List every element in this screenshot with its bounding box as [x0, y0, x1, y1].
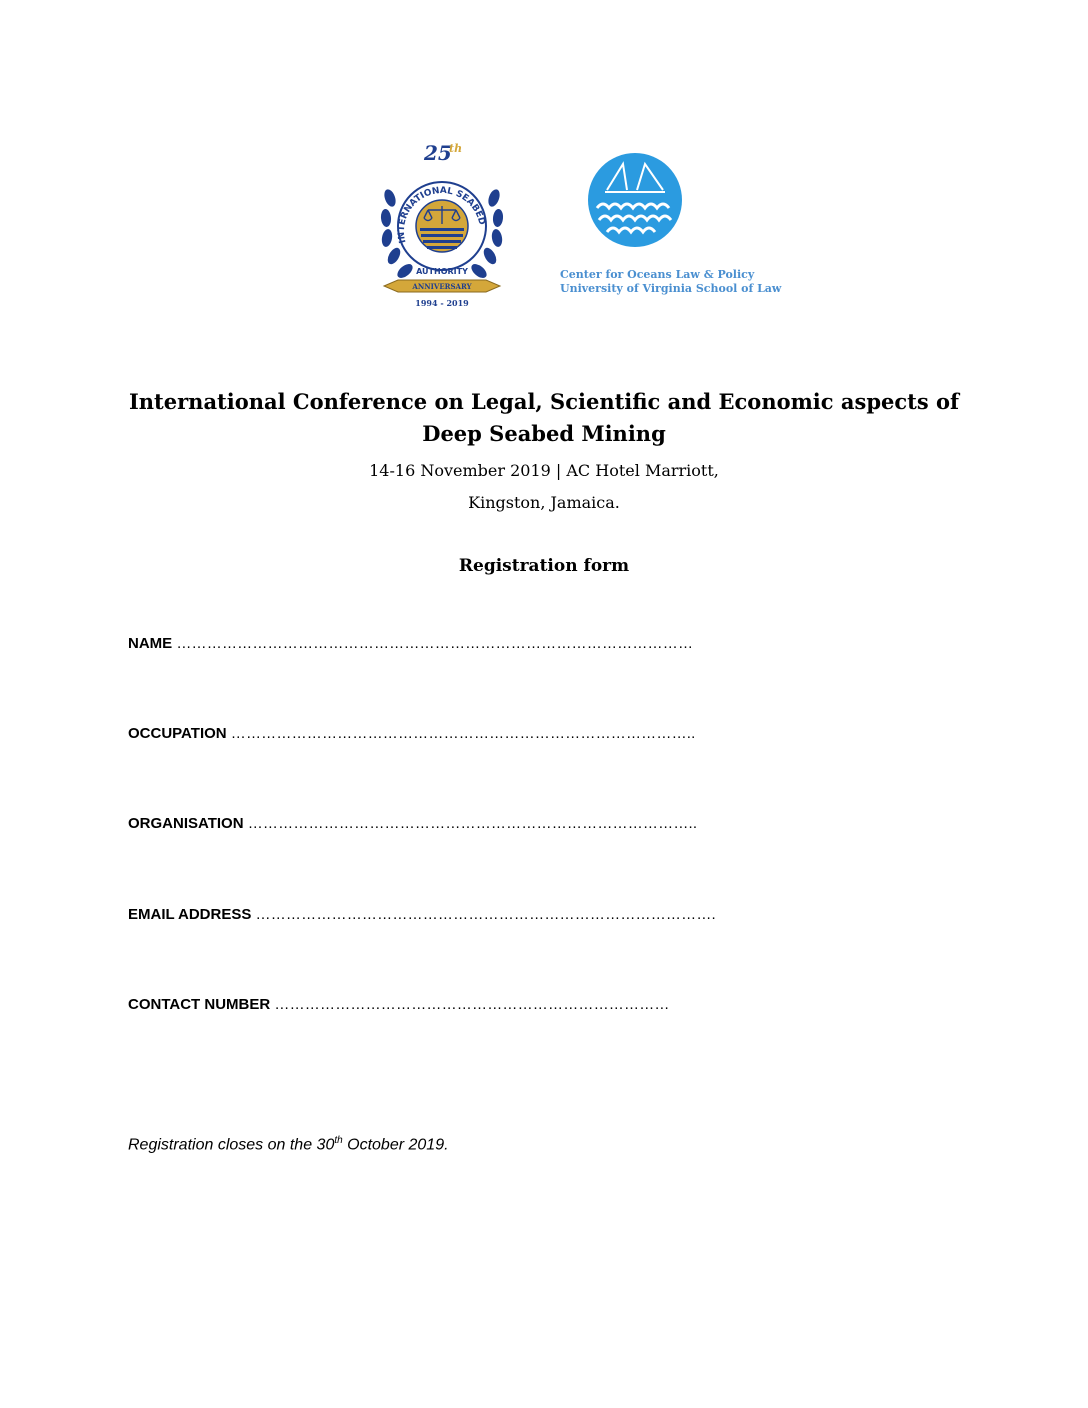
deadline-superscript: th — [334, 1135, 343, 1146]
col-logo — [585, 150, 685, 250]
registration-deadline — [128, 1130, 449, 1156]
name-field[interactable] — [128, 634, 693, 654]
col-circle-icon — [588, 153, 682, 247]
occupation-label: OCCUPATION — [128, 725, 227, 742]
isa-25-label: 25 — [424, 141, 452, 165]
location: Kingston, Jamaica. — [468, 493, 620, 512]
occupation-dots[interactable]: ……………………………………………………………………………….. — [230, 725, 696, 742]
col-caption-line1: Center for Oceans Law & Policy — [560, 268, 755, 281]
title-line1: International Conference on Legal, Scientific and Economic aspects of — [128, 389, 960, 414]
email-label: EMAIL ADDRESS — [128, 906, 252, 923]
col-caption — [560, 268, 781, 296]
col-caption-line2: University of Virginia School of Law — [560, 282, 782, 295]
deadline-prefix: Registration closes on the 30 — [128, 1136, 335, 1154]
isa-ribbon-text: ANNIVERSARY — [412, 282, 472, 291]
isa-ring-text: INTERNATIONAL SEABED — [396, 185, 487, 245]
organisation-label: ORGANISATION — [128, 815, 244, 832]
isa-authority-text: AUTHORITY — [416, 267, 468, 276]
contact-number-field[interactable] — [128, 995, 670, 1015]
logos-row — [0, 130, 1088, 320]
name-dots[interactable]: ………………………………………………………………………………………… — [176, 635, 694, 652]
title-line2: Deep Seabed Mining — [422, 421, 666, 446]
contact-number-label: CONTACT NUMBER — [128, 996, 271, 1013]
name-label: NAME — [128, 635, 173, 652]
isa-anniversary-logo — [376, 138, 508, 308]
organisation-dots[interactable]: …………………………………………………………………………….. — [247, 815, 698, 832]
occupation-field[interactable] — [128, 724, 696, 744]
deadline-suffix: October 2019. — [342, 1136, 449, 1154]
form-title: Registration form — [458, 556, 630, 576]
isa-th-label: th — [449, 142, 463, 155]
email-dots[interactable]: ………………………………………………………………………………. — [255, 906, 716, 923]
email-field[interactable] — [128, 905, 716, 925]
contact-number-dots[interactable]: …………………………………………………………………… — [274, 996, 670, 1013]
organisation-field[interactable] — [128, 814, 697, 834]
isa-years-text: 1994 - 2019 — [415, 298, 469, 308]
page-title — [0, 386, 1088, 450]
date-venue: 14-16 November 2019 | AC Hotel Marriott, — [369, 461, 719, 480]
